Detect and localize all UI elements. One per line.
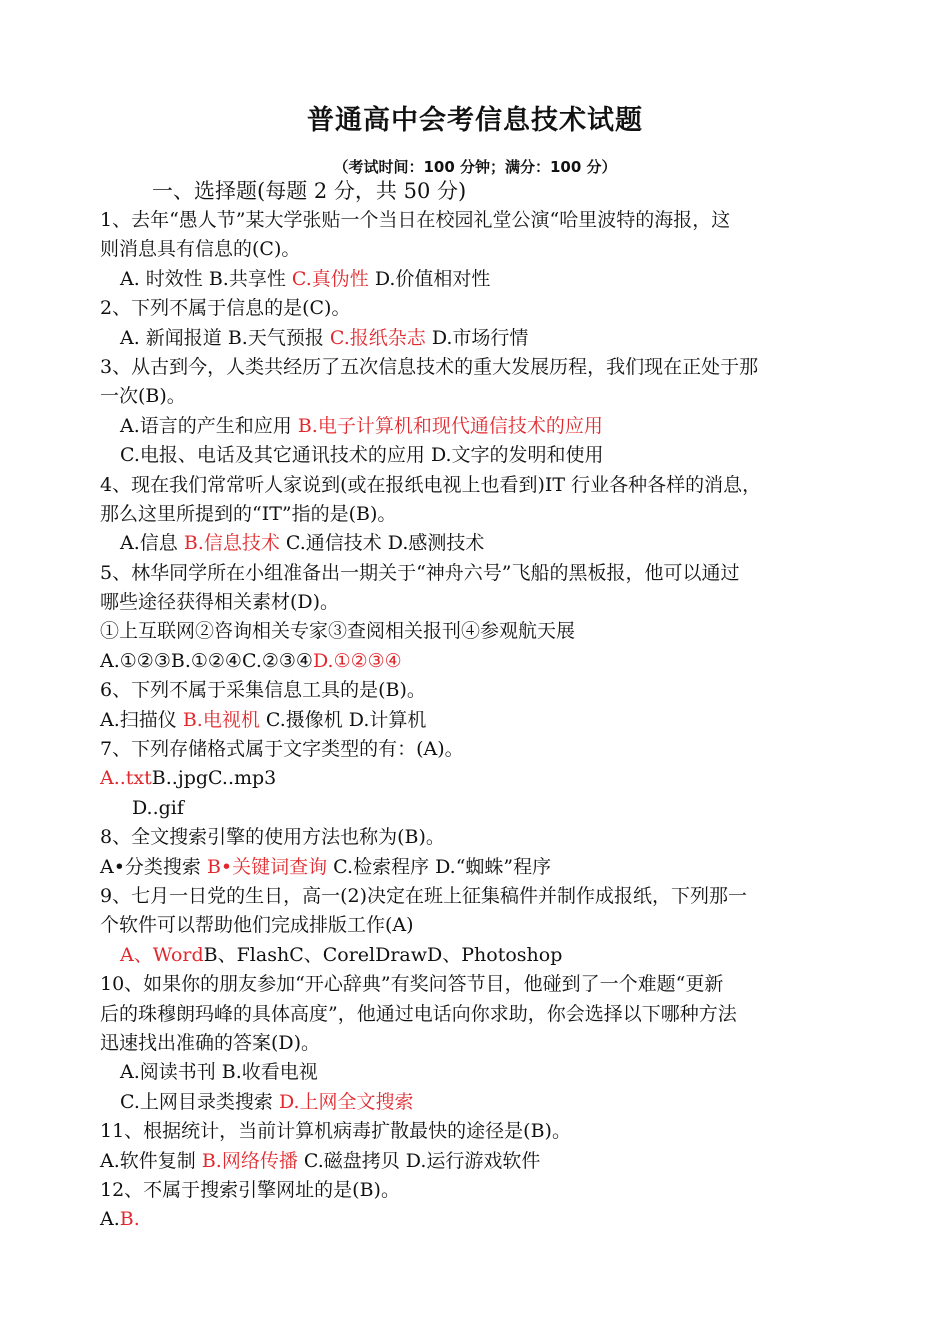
text-line bbox=[100, 882, 860, 911]
text-segment: 10、如果你的朋友参加“开心辞典”有奖问答节目，他碰到了一个难题“更新 bbox=[100, 973, 724, 996]
text-segment: 4、现在我们常常听人家说到(或在报纸电视上也看到)IT 行业各种各样的消息， bbox=[100, 473, 762, 496]
text-line bbox=[100, 735, 860, 764]
answer-highlight: A..txt bbox=[100, 767, 152, 790]
page-title: 普通高中会考信息技术试题 bbox=[307, 105, 643, 136]
text-line bbox=[100, 588, 860, 617]
answer-highlight: B.电子计算机和现代通信技术的应用 bbox=[297, 414, 603, 437]
text-segment: 8、全文搜索引擎的使用方法也称为(B)。 bbox=[100, 826, 445, 849]
answer-highlight: D.①②③④ bbox=[312, 649, 402, 672]
text-line bbox=[100, 1117, 860, 1146]
text-segment: C.磁盘拷贝 D.运行游戏软件 bbox=[297, 1149, 541, 1172]
text-line bbox=[100, 1000, 860, 1029]
answer-highlight: B. bbox=[119, 1208, 140, 1231]
text-segment: C.检索程序 D.“蜘蛛”程序 bbox=[327, 855, 552, 878]
text-line bbox=[100, 823, 860, 852]
section-heading: 一、选择题(每题 2 分，共 50 分) bbox=[152, 179, 467, 203]
text-line bbox=[100, 235, 860, 264]
text-segment: 那么这里所提到的“IT”指的是(B)。 bbox=[100, 502, 397, 525]
text-segment: 6、下列不属于采集信息工具的是(B)。 bbox=[100, 679, 426, 702]
text-line bbox=[100, 1147, 860, 1176]
text-segment: 5、林华同学所在小组准备出一期关于“神舟六号”飞船的黑板报，他可以通过 bbox=[100, 561, 740, 584]
text-segment: 哪些途径获得相关素材(D)。 bbox=[100, 591, 340, 614]
text-line bbox=[100, 324, 860, 353]
text-line bbox=[100, 911, 860, 940]
question-list bbox=[100, 206, 860, 1235]
text-line bbox=[100, 1058, 860, 1087]
answer-highlight: B•关键词查询 bbox=[206, 855, 328, 878]
text-line bbox=[100, 970, 860, 999]
text-segment: C.电报、电话及其它通讯技术的应用 D.文字的发明和使用 bbox=[120, 444, 604, 467]
exam-info: （考试时间：100 分钟；满分：100 分） bbox=[333, 158, 617, 176]
text-line bbox=[100, 412, 860, 441]
text-segment: 3、从古到今，人类共经历了五次信息技术的重大发展历程，我们现在正处于那 bbox=[100, 355, 759, 378]
text-line bbox=[100, 853, 860, 882]
text-line bbox=[100, 265, 860, 294]
text-line bbox=[100, 353, 860, 382]
text-line bbox=[100, 382, 860, 411]
text-line bbox=[100, 647, 860, 676]
text-segment: A.①②③B.①②④C.②③④ bbox=[100, 649, 313, 672]
text-segment: A.语言的产生和应用 bbox=[120, 414, 298, 437]
text-segment: A•分类搜索 bbox=[100, 855, 207, 878]
text-line bbox=[100, 706, 860, 735]
text-segment: 12、不属于搜索引擎网址的是(B)。 bbox=[100, 1178, 400, 1201]
text-line bbox=[100, 1176, 860, 1205]
text-segment: ①上互联网②咨询相关专家③查阅相关报刊④参观航天展 bbox=[100, 620, 576, 643]
text-segment: 11、根据统计，当前计算机病毒扩散最快的途径是(B)。 bbox=[100, 1120, 571, 1143]
text-segment: A.扫描仪 bbox=[100, 708, 183, 731]
text-segment: C.上网目录类搜索 bbox=[120, 1090, 279, 1113]
text-segment: A.软件复制 bbox=[100, 1149, 202, 1172]
text-line bbox=[100, 941, 860, 970]
answer-highlight: B.网络传播 bbox=[201, 1149, 298, 1172]
text-line bbox=[100, 676, 860, 705]
text-segment: 个软件可以帮助他们完成排版工作(A) bbox=[100, 914, 414, 937]
text-segment: A.信息 bbox=[120, 532, 184, 555]
answer-highlight: C.真伪性 bbox=[291, 267, 369, 290]
text-segment: 则消息具有信息的(C)。 bbox=[100, 238, 301, 261]
text-segment: 1、去年“愚人节”某大学张贴一个当日在校园礼堂公演“哈里波特的海报，这 bbox=[100, 209, 731, 231]
text-segment: 后的珠穆朗玛峰的具体高度”，他通过电话向你求助，你会选择以下哪种方法 bbox=[100, 1002, 737, 1025]
text-segment: 9、七月一日党的生日，高一(2)决定在班上征集稿件并制作成报纸，下列那一 bbox=[100, 884, 748, 907]
answer-highlight: B.电视机 bbox=[182, 708, 260, 731]
text-segment: 7、下列存储格式属于文字类型的有：(A)。 bbox=[100, 738, 464, 761]
text-segment: B..jpgC..mp3 bbox=[151, 767, 277, 790]
text-line bbox=[100, 294, 860, 323]
text-line bbox=[100, 617, 860, 646]
text-line bbox=[100, 1088, 860, 1117]
text-line bbox=[100, 1029, 860, 1058]
text-line bbox=[100, 206, 860, 235]
text-line bbox=[100, 764, 860, 793]
text-segment: A. bbox=[100, 1208, 120, 1231]
text-line bbox=[100, 1205, 860, 1234]
text-line bbox=[100, 441, 860, 470]
text-line bbox=[100, 794, 860, 823]
text-segment: B、FlashC、CorelDrawD、Photoshop bbox=[203, 943, 563, 966]
text-segment: C.摄像机 D.计算机 bbox=[259, 708, 427, 731]
text-segment: D.市场行情 bbox=[425, 326, 529, 349]
text-segment: C.通信技术 D.感测技术 bbox=[279, 532, 485, 555]
text-segment: A. 时效性 B.共享性 bbox=[120, 267, 292, 290]
text-segment: D..gif bbox=[132, 796, 184, 819]
text-segment: A. 新闻报道 B.天气预报 bbox=[120, 326, 330, 349]
text-line bbox=[100, 559, 860, 588]
answer-highlight: A、Word bbox=[120, 943, 204, 966]
answer-highlight: B.信息技术 bbox=[183, 532, 280, 555]
answer-highlight: D.上网全文搜索 bbox=[278, 1090, 414, 1113]
text-line bbox=[100, 500, 860, 529]
text-segment: 2、下列不属于信息的是(C)。 bbox=[100, 297, 351, 320]
text-segment: 迅速找出准确的答案(D)。 bbox=[100, 1031, 321, 1054]
answer-highlight: C.报纸杂志 bbox=[329, 326, 426, 349]
text-segment: D.价值相对性 bbox=[368, 267, 491, 290]
text-line bbox=[100, 471, 860, 500]
text-line bbox=[100, 529, 860, 558]
text-segment: 一次(B)。 bbox=[100, 385, 186, 408]
text-segment: A.阅读书刊 B.收看电视 bbox=[120, 1061, 318, 1084]
